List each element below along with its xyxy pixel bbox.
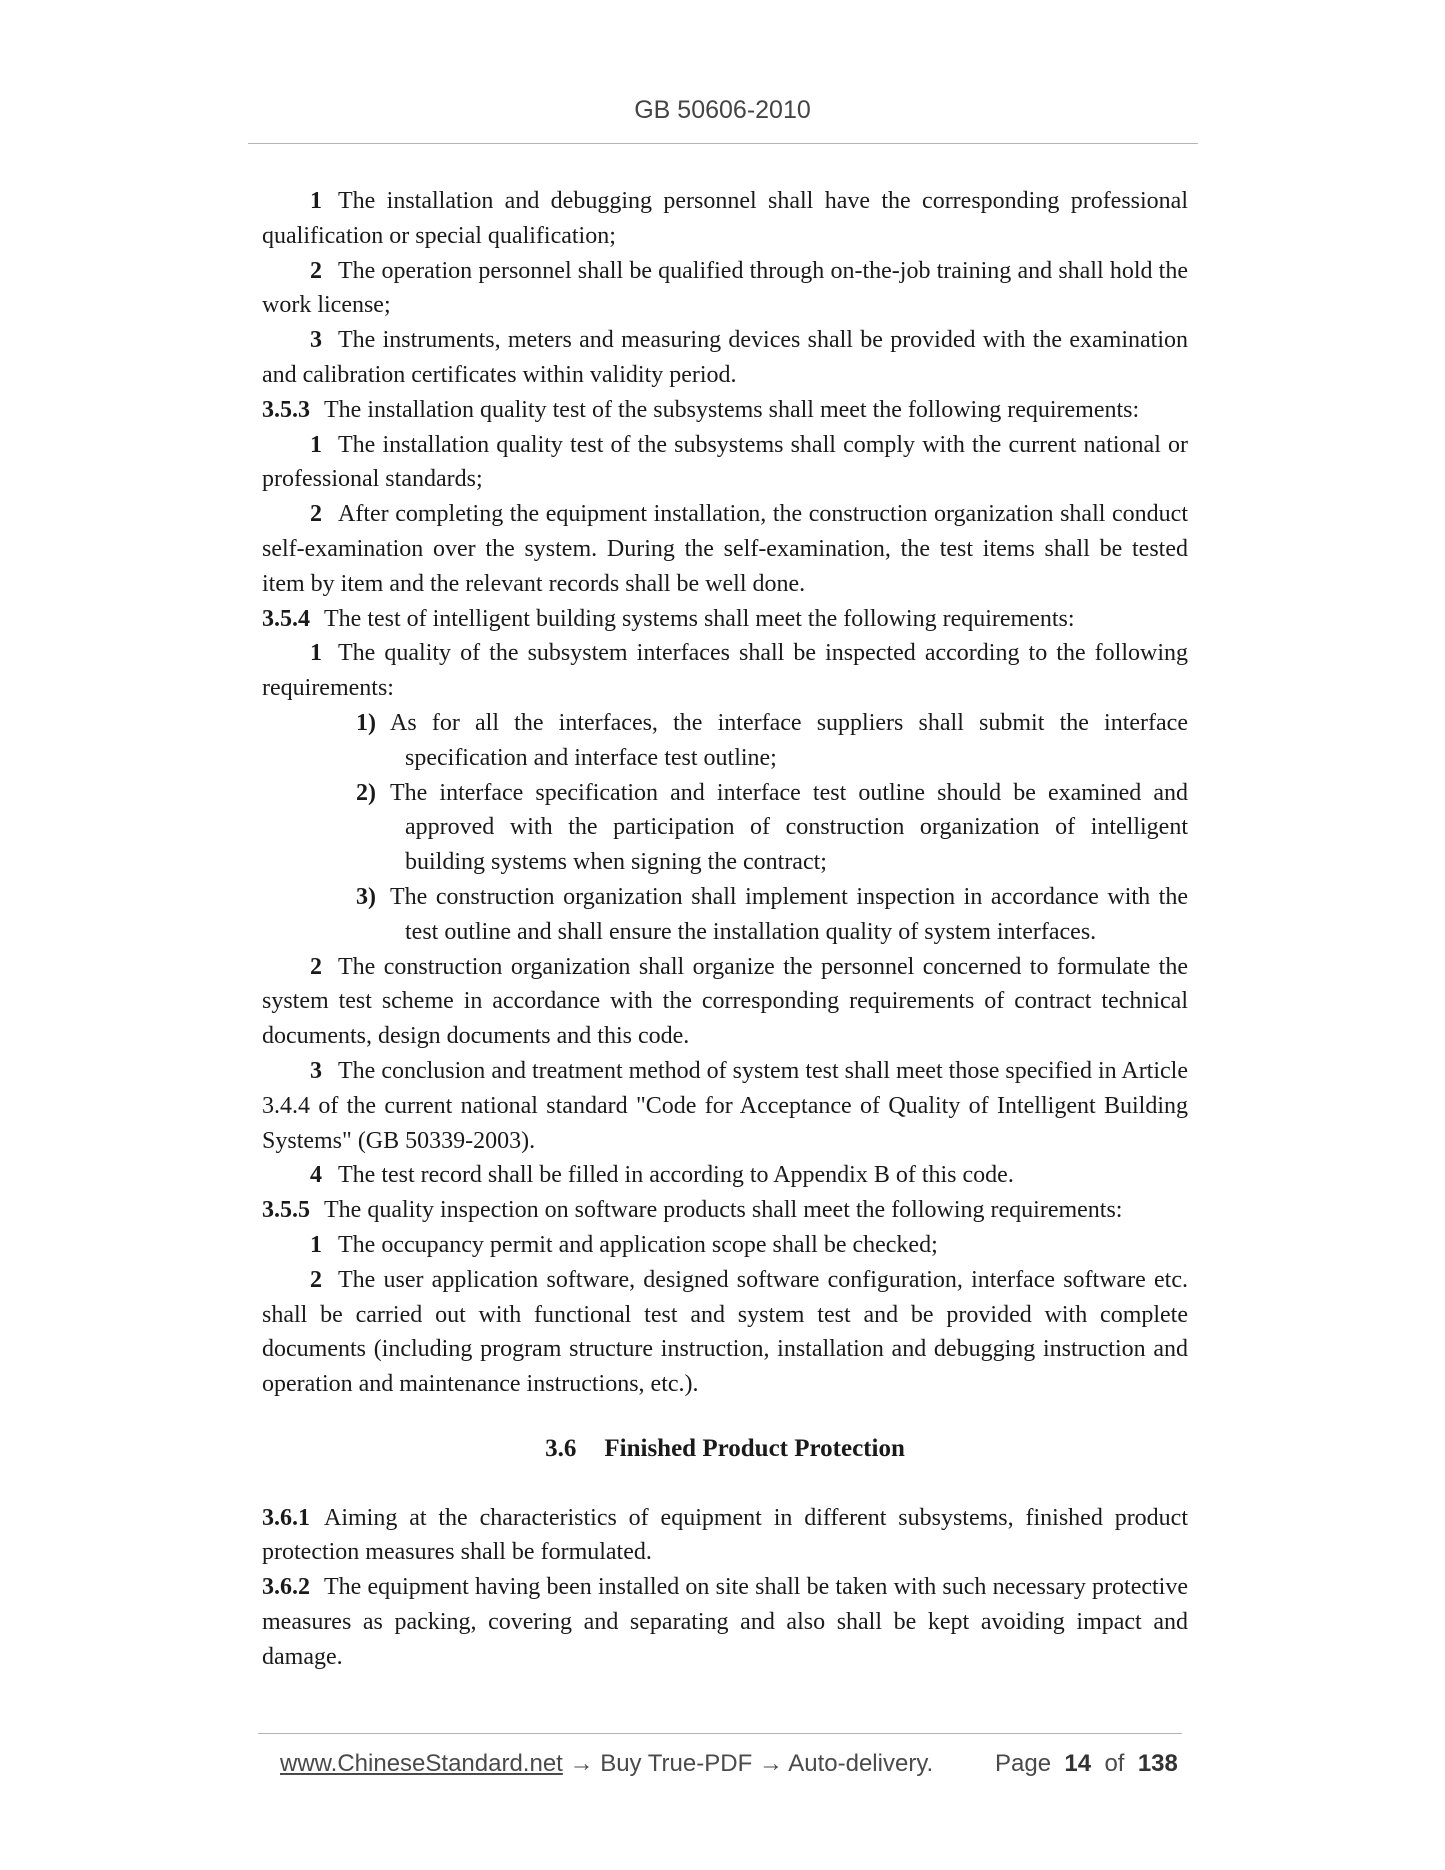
- clause-3-5-3: 3.5.3 The installation quality test of the subsystems shall meet the following requirements:: [262, 396, 1140, 423]
- footer-divider: [258, 1733, 1182, 1734]
- list-item: 1 The occupancy permit and application scope shall be checked;: [310, 1231, 938, 1258]
- buy-pdf-text: Buy True-PDF: [600, 1750, 753, 1777]
- list-item: 1 The installation and debugging personnel shall have the corresponding professional qualification or special qualification;: [262, 188, 1188, 249]
- site-link[interactable]: www.ChineseStandard.net: [280, 1750, 563, 1777]
- list-item: 3 The conclusion and treatment method of system test shall meet those specified in Article 3.4.4 of the current national standard "Code for Acceptance of Quality of Intelligent Building Systems" (GB 50339-2003).: [262, 1057, 1188, 1154]
- clause-3-5-4: 3.5.4 The test of intelligent building systems shall meet the following requirements:: [262, 605, 1075, 632]
- page-indicator: Page 14 of 138: [995, 1750, 1178, 1777]
- auto-delivery-text: Auto-delivery.: [788, 1750, 934, 1777]
- list-item: 2 After completing the equipment installation, the construction organization shall conduct self-examination over the system. During the self-examination, the test items shall be tested item by item and the relevant records shall be well done.: [262, 501, 1188, 597]
- clause-3-6-1: 3.6.1 Aiming at the characteristics of equipment in different subsystems, finished product protection measures shall be formulated.: [262, 1504, 1188, 1566]
- list-item: 1 The installation quality test of the subsystems shall comply with the current national or professional standards;: [262, 431, 1188, 493]
- clause-3-5-5: 3.5.5 The quality inspection on software products shall meet the following requirements:: [262, 1197, 1123, 1224]
- standard-code: GB 50606-2010: [634, 96, 811, 124]
- list-item: 1 The quality of the subsystem interfaces shall be inspected according to the following requirements:: [262, 640, 1188, 702]
- page-number: 14: [1064, 1750, 1092, 1777]
- sub-item: 1) As for all the interfaces, the interface suppliers shall submit the interface specification and interface test outline;: [356, 709, 1188, 771]
- document-body: [262, 184, 1188, 1675]
- sub-item: 3) The construction organization shall implement inspection in accordance with the test outline and shall ensure the installation quality of system interfaces.: [356, 883, 1188, 945]
- list-item: 4 The test record shall be filled in according to Appendix B of this code.: [310, 1162, 1014, 1189]
- page-footer: [280, 1750, 1180, 1778]
- total-pages: 138: [1137, 1750, 1178, 1777]
- arrow-icon: →: [758, 1750, 783, 1777]
- list-item: 2 The construction organization shall organize the personnel concerned to formulate the system test scheme in accordance with the corresponding requirements of contract technical documents, design documents and this code.: [262, 953, 1188, 1050]
- section-heading: 3.6 Finished Product Protection: [545, 1434, 905, 1462]
- list-item: 2 The user application software, designed software configuration, interface software etc. shall be carried out with functional test and system test and be provided with complete documents (including program structure instruction, installation and debugging instruction and operation and maintenance instructions, etc.).: [262, 1266, 1188, 1398]
- clause-3-6-2: 3.6.2 The equipment having been installed on site shall be taken with such necessary protective measures as packing, covering and separating and also shall be kept avoiding impact and damage.: [262, 1574, 1188, 1670]
- list-item: 3 The instruments, meters and measuring devices shall be provided with the examination and calibration certificates within validity period.: [262, 327, 1188, 388]
- sub-item: 2) The interface specification and interface test outline should be examined and approved with the participation of construction organization of intelligent building systems when signing the contract;: [356, 779, 1188, 876]
- arrow-icon: →: [569, 1750, 594, 1777]
- page-header: [0, 96, 1445, 125]
- header-divider: [248, 143, 1198, 144]
- list-item: 2 The operation personnel shall be qualified through on-the-job training and shall hold the work license;: [262, 257, 1188, 319]
